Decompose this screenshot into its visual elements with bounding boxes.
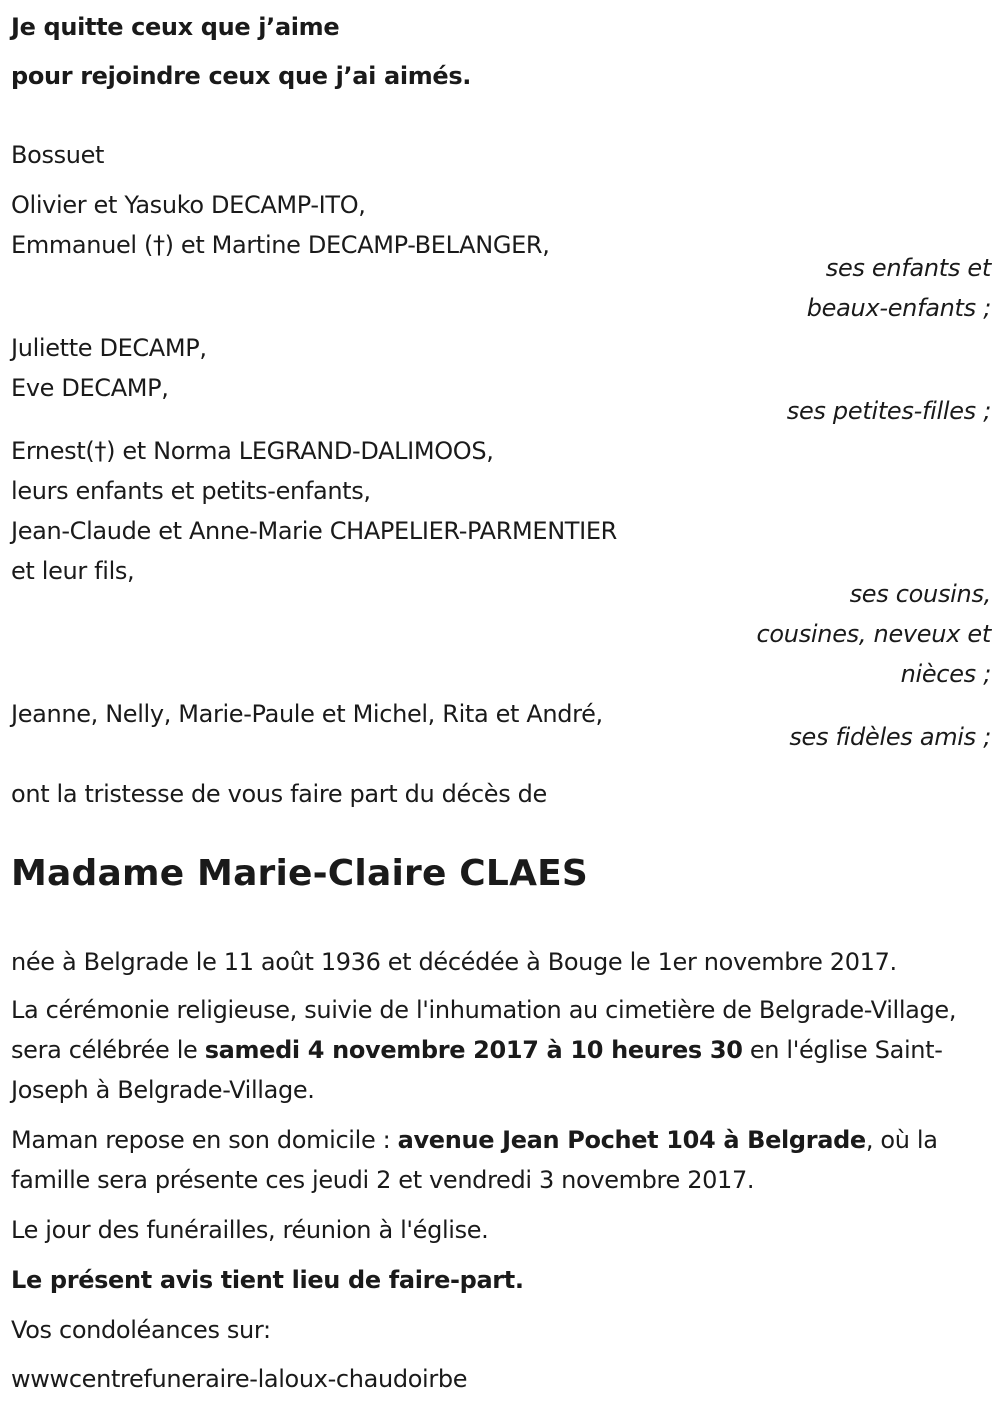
ceremony-text-2: en l'église Saint-Joseph à Belgrade-Village.: [11, 1036, 943, 1104]
rest-paragraph: [11, 1120, 991, 1200]
cousins-line-1: Ernest(†) et Norma LEGRAND-DALIMOOS,: [11, 437, 494, 465]
cousins-role-3: nièces ;: [900, 660, 991, 688]
granddaughters-line-1: Juliette DECAMP,: [11, 334, 207, 362]
cousins-role-1: ses cousins,: [849, 580, 991, 608]
family-place: Bossuet: [11, 141, 105, 169]
friends-role: ses fidèles amis ;: [789, 723, 991, 751]
friends-line: Jeanne, Nelly, Marie-Paule et Michel, Rita et André,: [11, 700, 603, 728]
children-role-2: beaux-enfants ;: [806, 294, 991, 322]
rest-text-1: Maman repose en son domicile :: [11, 1126, 398, 1154]
cousins-line-2: leurs enfants et petits-enfants,: [11, 477, 371, 505]
funeral-day: Le jour des funérailles, réunion à l'église.: [11, 1216, 489, 1244]
condolences-website: wwwcentrefuneraire-laloux-chaudoirbe: [11, 1365, 468, 1393]
granddaughters-role: ses petites-filles ;: [786, 397, 991, 425]
children-line-2: Emmanuel (†) et Martine DECAMP-BELANGER,: [11, 231, 550, 259]
announcement: ont la tristesse de vous faire part du décès de: [11, 780, 547, 808]
rest-address: avenue Jean Pochet 104 à Belgrade: [397, 1126, 866, 1154]
cousins-line-4: et leur fils,: [11, 557, 135, 585]
notice: Le présent avis tient lieu de faire-part.: [11, 1266, 524, 1294]
granddaughters-line-2: Eve DECAMP,: [11, 374, 169, 402]
obituary-notice: [11, 0, 991, 1409]
children-line-1: Olivier et Yasuko DECAMP-ITO,: [11, 191, 366, 219]
rest-text-2: , où la famille sera présente ces jeudi 2 et vendredi 3 novembre 2017.: [11, 1126, 938, 1194]
birth-death: née à Belgrade le 11 août 1936 et décédée à Bouge le 1er novembre 2017.: [11, 948, 897, 976]
condolences-label: Vos condoléances sur:: [11, 1316, 271, 1344]
ceremony-paragraph: [11, 990, 991, 1110]
children-role-1: ses enfants et: [825, 254, 991, 282]
deceased-name: Madame Marie-Claire CLAES: [11, 853, 589, 894]
quote-line-2: pour rejoindre ceux que j’ai aimés.: [11, 62, 472, 90]
quote-line-1: Je quitte ceux que j’aime: [11, 13, 340, 41]
cousins-line-3: Jean-Claude et Anne-Marie CHAPELIER-PARMENTIER: [11, 517, 617, 545]
ceremony-datetime: samedi 4 novembre 2017 à 10 heures 30: [204, 1036, 743, 1064]
ceremony-text-1: La cérémonie religieuse, suivie de l'inhumation au cimetière de Belgrade-Village, sera célébrée le: [11, 996, 957, 1064]
cousins-role-2: cousines, neveux et: [756, 620, 991, 648]
